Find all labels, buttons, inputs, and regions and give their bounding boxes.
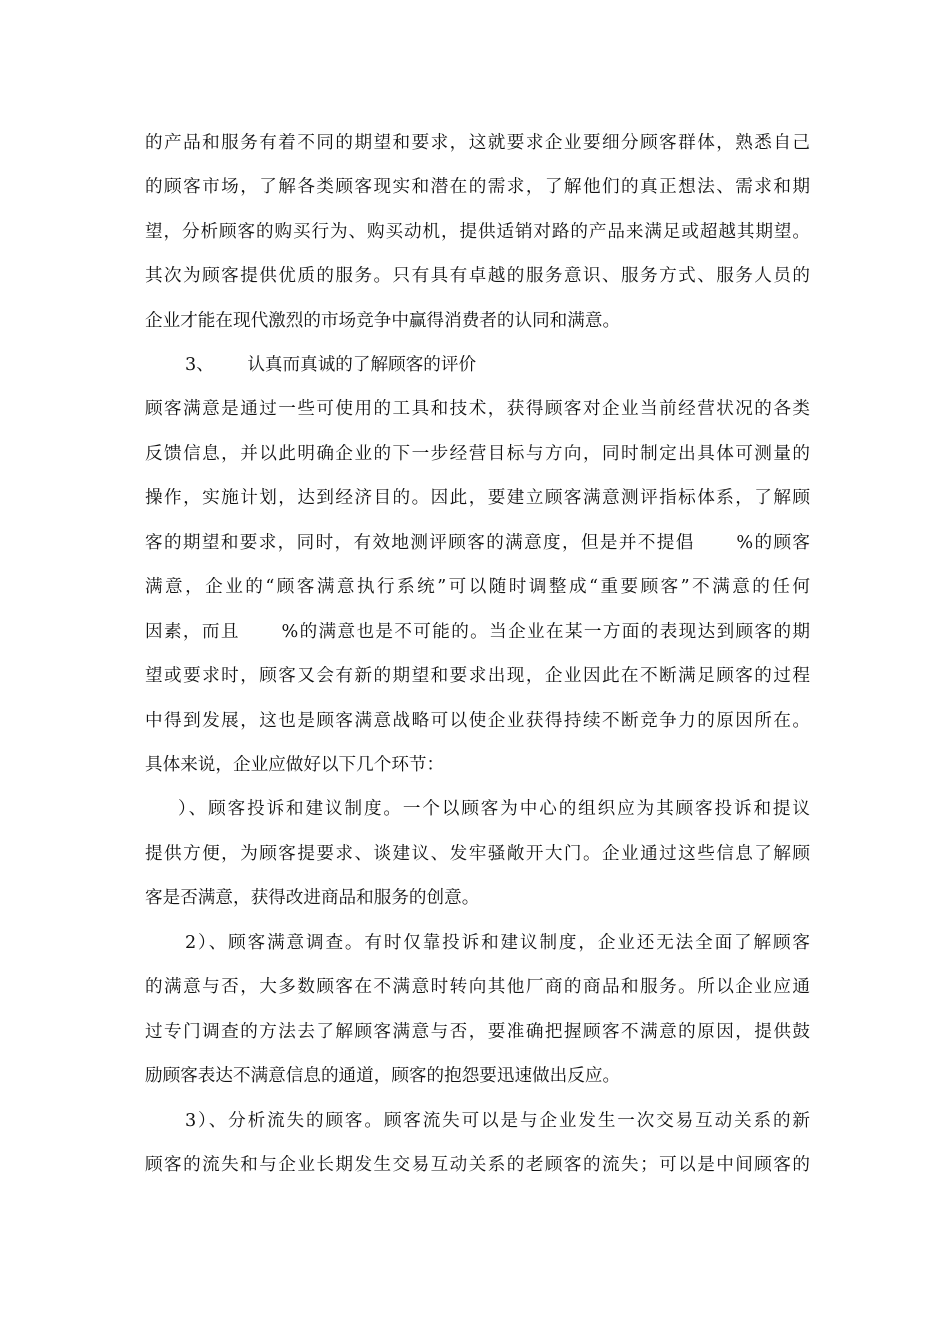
text-line: 的顾客市场，了解各类顾客现实和潜在的需求，了解他们的真正想法、需求和期 — [145, 177, 810, 197]
text-line: 企业才能在现代激烈的市场竞争中赢得消费者的认同和满意。 — [145, 311, 621, 331]
list-item-first-line: 3）、分析流失的顾客。顾客流失可以是与企业发生一次交易互动关系的新 — [185, 1111, 810, 1131]
text-line: 客是否满意，获得改进商品和服务的创意。 — [145, 888, 480, 908]
text-line: 励顾客表达不满意信息的通道，顾客的抱怨要迅速做出反应。 — [145, 1066, 621, 1086]
text-line: 过专门调查的方法去了解顾客满意与否，要准确把握顾客不满意的原因，提供鼓 — [145, 1022, 810, 1042]
text-line: 满意，企业的“顾客满意执行系统”可以随时调整成“重要顾客”不满意的任何 — [145, 577, 810, 597]
text-line: 望，分析顾客的购买行为、购买动机，提供适销对路的产品来满足或超越其期望。 — [145, 222, 810, 242]
text-line: 顾客的流失和与企业长期发生交易互动关系的老顾客的流失；可以是中间顾客的 — [145, 1155, 810, 1175]
text-line: 的满意与否，大多数顾客在不满意时转向其他厂商的商品和服务。所以企业应通 — [145, 977, 810, 997]
text-line: 因素，而且 %的满意也是不可能的。当企业在某一方面的表现达到顾客的期 — [145, 622, 810, 642]
text-line: 中得到发展，这也是顾客满意战略可以使企业获得持续不断竞争力的原因所在。 — [145, 711, 810, 731]
text-line: 客的期望和要求，同时，有效地测评顾客的满意度，但是并不提倡 %的顾客 — [145, 533, 810, 553]
text-line: 的产品和服务有着不同的期望和要求，这就要求企业要细分顾客群体，熟悉自己 — [145, 133, 810, 153]
text-line: 望或要求时，顾客又会有新的期望和要求出现，企业因此在不断满足顾客的过程 — [145, 666, 810, 686]
text-line: 反馈信息，并以此明确企业的下一步经营目标与方向，同时制定出具体可测量的 — [145, 444, 810, 464]
text-line: 顾客满意是通过一些可使用的工具和技术，获得顾客对企业当前经营状况的各类 — [145, 399, 810, 419]
text-line: 具体来说，企业应做好以下几个环节： — [145, 755, 445, 775]
text-line: 其次为顾客提供优质的服务。只有具有卓越的服务意识、服务方式、服务人员的 — [145, 266, 810, 286]
text-line: 提供方便，为顾客提要求、谈建议、发牢骚敞开大门。企业通过这些信息了解顾 — [145, 844, 810, 864]
section-heading: 3、 认真而真诚的了解顾客的评价 — [185, 355, 477, 375]
list-item-first-line: 2）、顾客满意调查。有时仅靠投诉和建议制度，企业还无法全面了解顾客 — [185, 933, 810, 953]
list-item-first-line: ）、顾客投诉和建议制度。一个以顾客为中心的组织应为其顾客投诉和提议 — [178, 799, 810, 819]
text-line: 操作，实施计划，达到经济目的。因此，要建立顾客满意测评指标体系，了解顾 — [145, 488, 810, 508]
